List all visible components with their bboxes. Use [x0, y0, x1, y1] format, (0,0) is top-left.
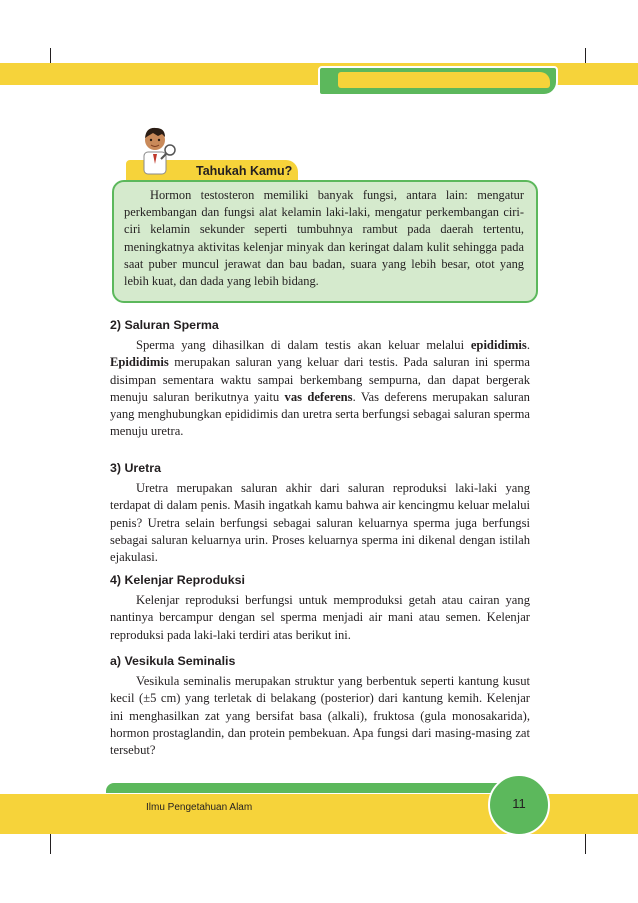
section-heading: a) Vesikula Seminalis [110, 654, 236, 668]
section-body [110, 673, 530, 759]
paragraph-text: . [526, 338, 530, 352]
callout-title: Tahukah Kamu? [126, 160, 298, 184]
page-number: 11 [512, 796, 526, 811]
footer-green-strip [106, 783, 538, 793]
paragraph-text: merupakan saluran yang keluar dari testis. Pada saluran ini sperma disimpan sementara waktu sampai berkembang sempurna, dan dapat bergerak menuju saluran berikutnya yaitu [110, 355, 530, 404]
term-bold: vas deferens [284, 389, 353, 404]
paragraph-text: Vesikula seminalis merupakan struktur yang berbentuk seperti kantung kusut kecil (±5 cm) yang terletak di belakang (posterior) dari kantung kemih. Kelenjar ini menghasilkan zat yang bersifat basa (alkali), fruktosa (gula monosakarida), hormon prostaglandin, dan protein pembekuan. Apa fungsi dari masing-masing zat tersebut? [110, 674, 530, 758]
paragraph-text: Sperma yang dihasilkan di dalam testis akan keluar melalui [136, 338, 471, 352]
callout-text: Hormon testosteron memiliki banyak fungsi, antara lain: mengatur perkembangan dan fungsi alat kelamin laki-laki, mengatur perkembangan ciri-ciri kelamin sekunder seperti tumbuhnya rambut pada daerah tertentu, meningkatnya aktivitas kelenjar minyak dan keringat dalam kulit sehingga pada saat puber muncul jerawat dan bau badan, suara yang lebih besar, otot yang lebih kuat, dan dada yang lebih bidang. [124, 188, 524, 289]
term-bold: epididimis [470, 338, 527, 352]
section-heading: 4) Kelenjar Reproduksi [110, 573, 245, 587]
student-mascot-icon [134, 124, 178, 178]
section-body [110, 480, 530, 566]
section-body [110, 337, 530, 441]
callout-box [112, 180, 538, 303]
paragraph-text: Kelenjar reproduksi berfungsi untuk memproduksi getah atau cairan yang nantinya bercampur dengan sel sperma menjadi air mani atau semen. Kelenjar reproduksi pada laki-laki terdiri atas berikut ini. [110, 593, 530, 642]
book-title: Ilmu Pengetahuan Alam [146, 802, 253, 813]
section-heading: 3) Uretra [110, 461, 161, 475]
paragraph-text: Uretra merupakan saluran akhir dari saluran reproduksi laki-laki yang terdapat di dalam penis. Masih ingatkah kamu bahwa air kencingmu keluar melalui penis? Uretra selain berfungsi sebagai saluran keluarnya sperma juga berfungsi sebagai saluran keluarnya urin. Proses keluarnya sperma ini dikenal dengan istilah ejakulasi. [110, 481, 530, 565]
header-tab-inner [338, 72, 550, 88]
section-heading: 2) Saluran Sperma [110, 318, 219, 332]
paragraph-text: . Vas deferens merupakan saluran yang menghubungkan epididimis dan uretra serta berfungsi sebagai saluran sperma menuju uretra. [110, 389, 530, 439]
term-bold: Epididimis [110, 355, 169, 370]
section-body [110, 592, 530, 644]
